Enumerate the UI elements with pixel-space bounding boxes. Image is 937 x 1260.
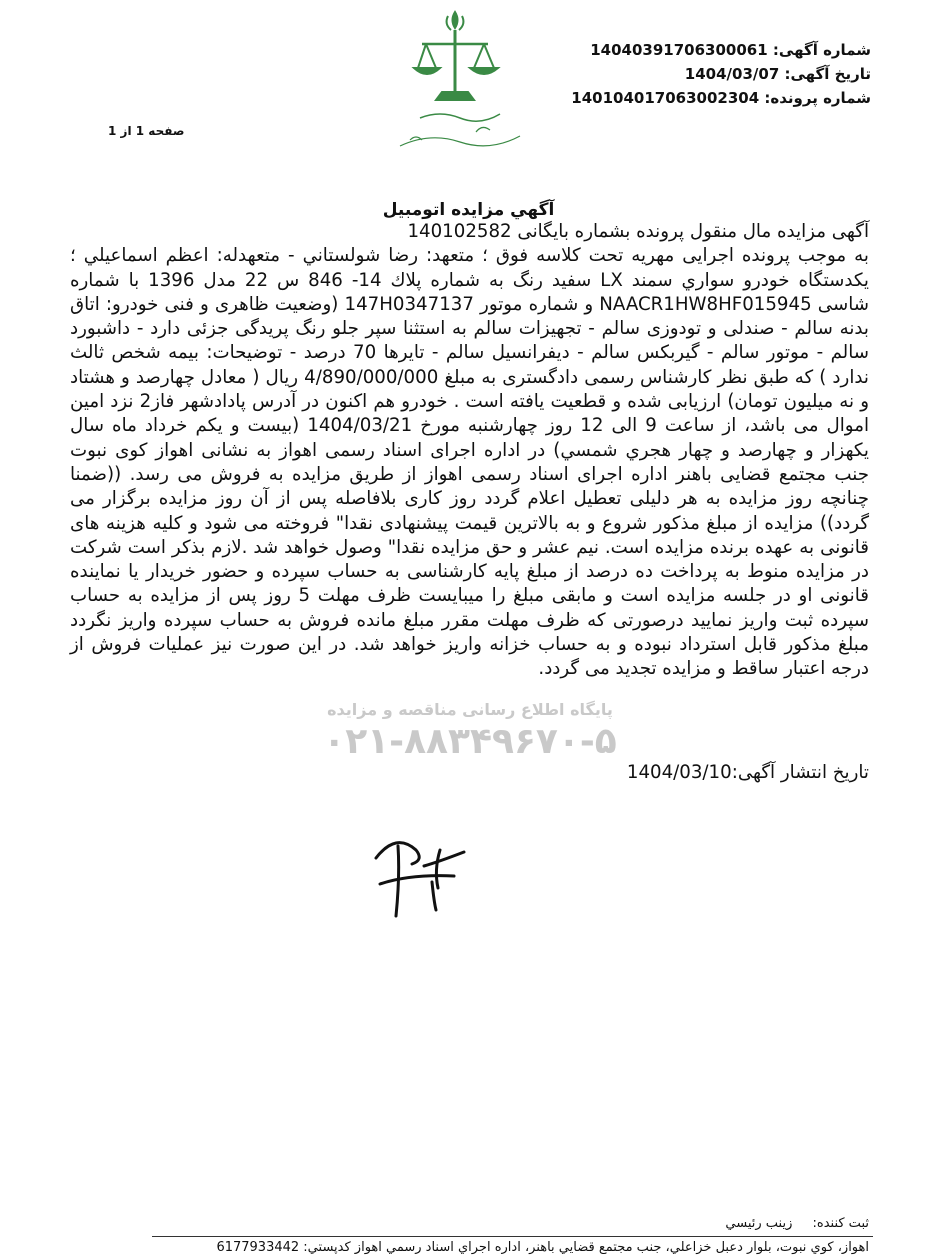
file-number: 14010401706300230​4	[571, 89, 760, 107]
ad-date: 1404/03/07	[684, 65, 780, 83]
ad-meta	[571, 38, 871, 110]
document-paragraph: به موجب پرونده اجرایی مهریه تحت کلاسه فوق ؛ متعهد: رضا شولستاني - متعهدله: اعظم اسماعيلي ؛ یکدستگاه خودرو سواري سمند LX سفید رنگ به شماره پلاك 14- 846 س 22 مدل 1396 با شماره شاسی NAACR1HW8HF015945 و شماره موتور 147H0347137 (وضعیت ظاهری و فنی خودرو: اتاق بدنه سالم - صندلی و تودوزی سالم - تجهیزات سالم به استثنا سپر جلو رنگ پریدگی جزئی دارد - داشبورد سالم - موتور سالم - گیربکس سالم - دیفرانسیل سالم - تایرها 70 درصد - توضیحات: بیمه شخص ثالث ندارد ) که طبق نظر کارشناس رسمی دادگستری به مبلغ 4/890/000/000 ریال ( معادل چهارصد و هشتاد و نه میلیون تومان) ارزیابی شده و قطعیت یافته است . خودرو هم اکنون در آدرس پادادشهر فاز2 نزد امین اموال می باشد، از ساعت 9 الی 12 روز چهارشنبه مورخ 1404/03/21 (بیست و یکم خرداد ماه سال یکهزار و چهارصد و چهار هجري شمسي) در اداره اجرای اسناد رسمی اهواز به نشانی اهواز کوی نبوت جنب مجتمع قضایی باهنر اداره اجرای اسناد رسمی اهواز از طریق مزایده به فروش می رسد. ((ضمنا چنانچه روز مزایده به هر دلیلی تعطیل اعلام گردد روز کاری بلافاصله پس از آن روز مزایده برگزار می گردد)) مزایده از مبلغ مذکور شروع و به بالاترین قیمت پیشنهادی نقدا" فروخته می شود و کلیه هزینه های قانونی به عهده برنده مزایده است. نیم عشر و حق مزایده نقدا" وصول خواهد شد .لازم بذکر است شرکت در مزایده منوط به پرداخت ده درصد از مبلغ پایه کارشناسی به حساب سپرده و حضور خریدار یا نماینده قانونی او در جلسه مزایده است و مابقی مبلغ را میبایست ظرف مهلت 5 روز پس از مزایده به حساب سپرده ثبت واریز نمایید درصورتی که ظرف مهلت مقرر مبلغ مانده فروش به حساب سپرده واریز نگردد مبلغ مذکور قابل استرداد نبوده و به حساب خزانه واریز خواهد شد. در این صورت نیز عملیات فروش از درجه اعتبار ساقط و مزایده تجدید می گردد.	[70, 245, 870, 680]
watermark	[290, 700, 650, 762]
publish-date-label: تاریخ انتشار آگهی:	[731, 762, 869, 783]
signature	[368, 826, 488, 926]
file-number-row	[571, 86, 871, 110]
document-body	[70, 220, 869, 682]
file-number-label: شماره پرونده:	[764, 89, 871, 107]
page-indicator: صفحه 1 از 1	[108, 124, 185, 138]
judiciary-logo	[380, 6, 540, 156]
ad-date-label: تاریخ آگهی:	[784, 65, 871, 83]
registrar-name: زينب رئيسي	[725, 1216, 793, 1231]
ad-date-row	[571, 62, 871, 86]
ad-number-row	[571, 38, 871, 62]
registrar-row	[152, 1216, 869, 1231]
publish-date: 1404/03/10	[626, 762, 732, 783]
registrar-label: ثبت كننده:	[812, 1216, 869, 1231]
document-heading: آگهی مزایده مال منقول پرونده بشماره بایگانی 140102582	[407, 221, 869, 242]
ad-number: 14040391706300061	[590, 41, 768, 59]
footer-address: اهواز، كوي نبوت، بلوار دعبل خزاعلي، جنب مجتمع قضايي باهنر، اداره اجراي اسناد رسمي اهواز كدپستي: 6177933442	[216, 1240, 869, 1255]
ad-number-label: شماره آگهی:	[772, 41, 871, 59]
scales-emblem-icon	[380, 6, 540, 156]
footer-divider	[152, 1236, 873, 1237]
signature-icon	[368, 826, 488, 926]
watermark-site: پایگاه اطلاع رسانی مناقصه و مزایده	[327, 700, 613, 719]
document-title: آگهي مزايده اتومبيل	[382, 200, 555, 220]
watermark-phone: ۰۲۱-۸۸۳۴۹۶۷۰-۵	[323, 721, 617, 762]
publish-date-row	[627, 762, 869, 783]
